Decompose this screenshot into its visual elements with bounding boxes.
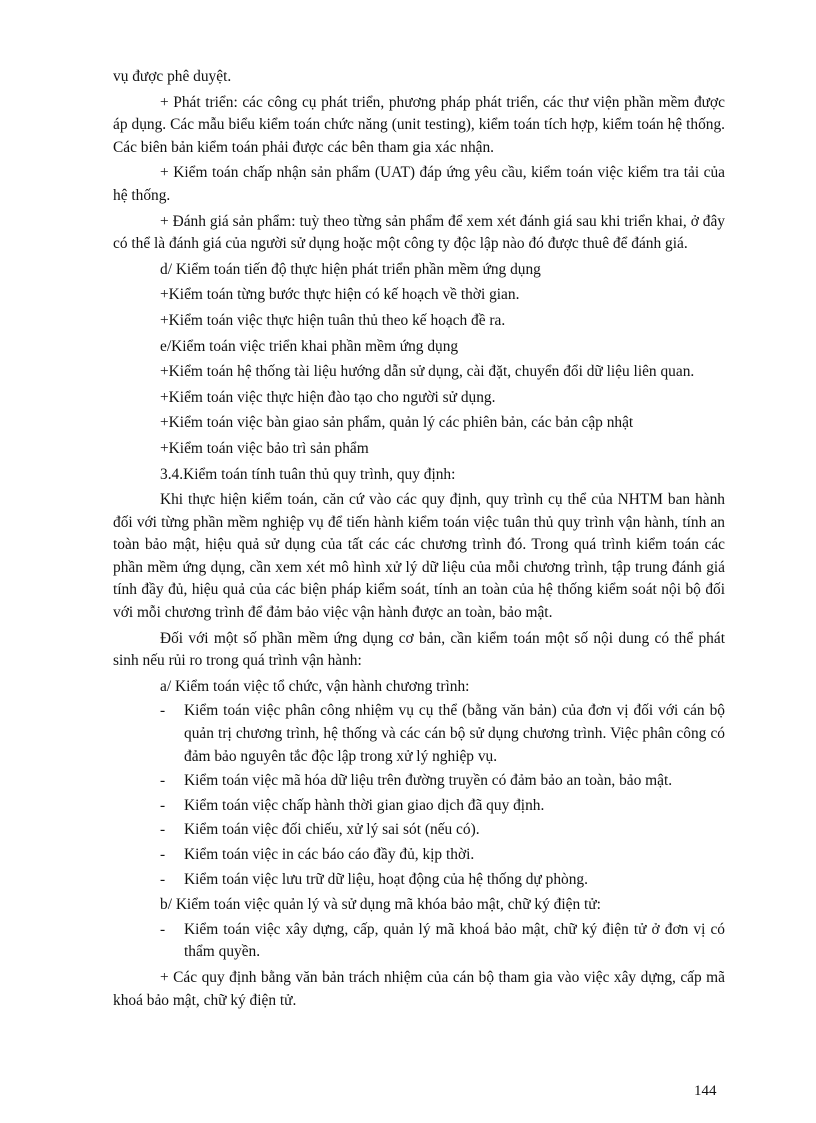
- dash-marker: -: [160, 702, 166, 720]
- paragraph: Khi thực hiện kiểm toán, căn cứ vào các quy định, quy trình cụ thể của NHTM ban hành đối với từng phần mềm nghiệp vụ để tiến hành kiểm toán việc tuân thủ quy trình vận hành, tính an toàn bảo mật, hiệu quả sử dụng của tất các các chương trình đó. Trong quá trình kiểm toán các phần mềm ứng dụng, cần xem xét mô hình xử lý dữ liệu của mỗi chương trình, tập trung đánh giá tính đầy đủ, hiệu quả của các biện pháp kiểm soát, tính an toàn của hệ thống kiểm soát nội bộ đối với mỗi chương trình để đảm bảo việc vận hành được an toàn, bảo mật.: [113, 491, 725, 622]
- dash-marker: -: [160, 870, 166, 888]
- dash-marker: -: [160, 796, 166, 814]
- paragraph: + Các quy định bằng văn bản trách nhiệm của cán bộ tham gia vào việc xây dựng, cấp mã khoá bảo mật, chữ ký điện tử.: [113, 968, 725, 1009]
- dash-marker: -: [160, 920, 166, 938]
- page-number: 144: [694, 1083, 717, 1099]
- paragraph: +Kiểm toán từng bước thực hiện có kế hoạch về thời gian.: [160, 286, 520, 304]
- paragraph: +Kiểm toán hệ thống tài liệu hướng dẫn sử dụng, cài đặt, chuyển đổi dữ liệu liên quan.: [160, 363, 695, 381]
- list-item: [113, 700, 725, 768]
- list-item-text: Kiểm toán việc in các báo cáo đầy đủ, kịp thời.: [184, 846, 475, 863]
- paragraph: + Phát triển: các công cụ phát triển, phương pháp phát triển, các thư viện phần mềm được áp dụng. Các mẫu biểu kiểm toán chức năng (unit testing), kiểm toán tích hợp, kiểm toán hệ thống. Các biên bản kiểm toán phải được các bên tham gia xác nhận.: [113, 93, 725, 156]
- list-item-text: Kiểm toán việc xây dựng, cấp, quản lý mã khoá bảo mật, chữ ký điện tử ở đơn vị có thẩm quyền.: [184, 920, 725, 961]
- paragraph: +Kiểm toán việc thực hiện tuân thủ theo kế hoạch đề ra.: [160, 311, 506, 329]
- list-item-text: Kiểm toán việc đối chiếu, xử lý sai sót (nếu có).: [184, 821, 480, 839]
- dash-marker: -: [160, 821, 166, 839]
- list-item-text: Kiểm toán việc phân công nhiệm vụ cụ thể (bằng văn bản) của đơn vị đối với cán bộ quản trị chương trình, hệ thống và các cán bộ sử dụng chương trình. Việc phân công có đảm bảo nguyên tắc độc lập trong xử lý nghiệp vụ.: [184, 702, 725, 765]
- list-item-text: Kiểm toán việc mã hóa dữ liệu trên đường truyền có đảm bảo an toàn, bảo mật.: [184, 772, 673, 790]
- list-item: [113, 844, 725, 867]
- list-item: [113, 770, 725, 793]
- list-item: [113, 919, 725, 964]
- sub-heading: b/ Kiểm toán việc quản lý và sử dụng mã khóa bảo mật, chữ ký điện tử:: [160, 896, 601, 914]
- paragraph: + Đánh giá sản phẩm: tuỳ theo từng sản phẩm để xem xét đánh giá sau khi triển khai, ở đây có thể là đánh giá của người sử dụng hoặc một công ty độc lập nào đó được thuê để đánh giá.: [113, 212, 725, 253]
- paragraph: e/Kiểm toán việc triển khai phần mềm ứng dụng: [160, 337, 459, 355]
- list-item-text: Kiểm toán việc chấp hành thời gian giao dịch đã quy định.: [184, 796, 545, 814]
- sub-heading: a/ Kiểm toán việc tổ chức, vận hành chương trình:: [160, 677, 470, 695]
- document-body: [113, 66, 725, 1012]
- paragraph: +Kiểm toán việc bàn giao sản phẩm, quản lý các phiên bản, các bản cập nhật: [160, 414, 634, 432]
- list-item: [113, 869, 725, 892]
- list-item-text: Kiểm toán việc lưu trữ dữ liệu, hoạt động của hệ thống dự phòng.: [184, 870, 588, 888]
- paragraph: +Kiểm toán việc bảo trì sản phẩm: [160, 439, 369, 457]
- paragraph: vụ được phê duyệt.: [113, 68, 232, 85]
- paragraph: Đối với một số phần mềm ứng dụng cơ bản, cần kiểm toán một số nội dung có thể phát sinh nếu rủi ro trong quá trình vận hành:: [113, 629, 725, 670]
- list-item: [113, 795, 725, 818]
- list-item: [113, 819, 725, 842]
- dash-marker: -: [160, 772, 166, 790]
- dash-marker: -: [160, 846, 166, 863]
- paragraph: +Kiểm toán việc thực hiện đào tạo cho người sử dụng.: [160, 388, 496, 406]
- paragraph: + Kiểm toán chấp nhận sản phẩm (UAT) đáp ứng yêu cầu, kiểm toán việc kiểm tra tải của hệ thống.: [113, 164, 725, 204]
- paragraph: d/ Kiểm toán tiến độ thực hiện phát triển phần mềm ứng dụng: [160, 260, 541, 278]
- section-heading: 3.4.Kiểm toán tính tuân thủ quy trình, quy định:: [160, 465, 456, 483]
